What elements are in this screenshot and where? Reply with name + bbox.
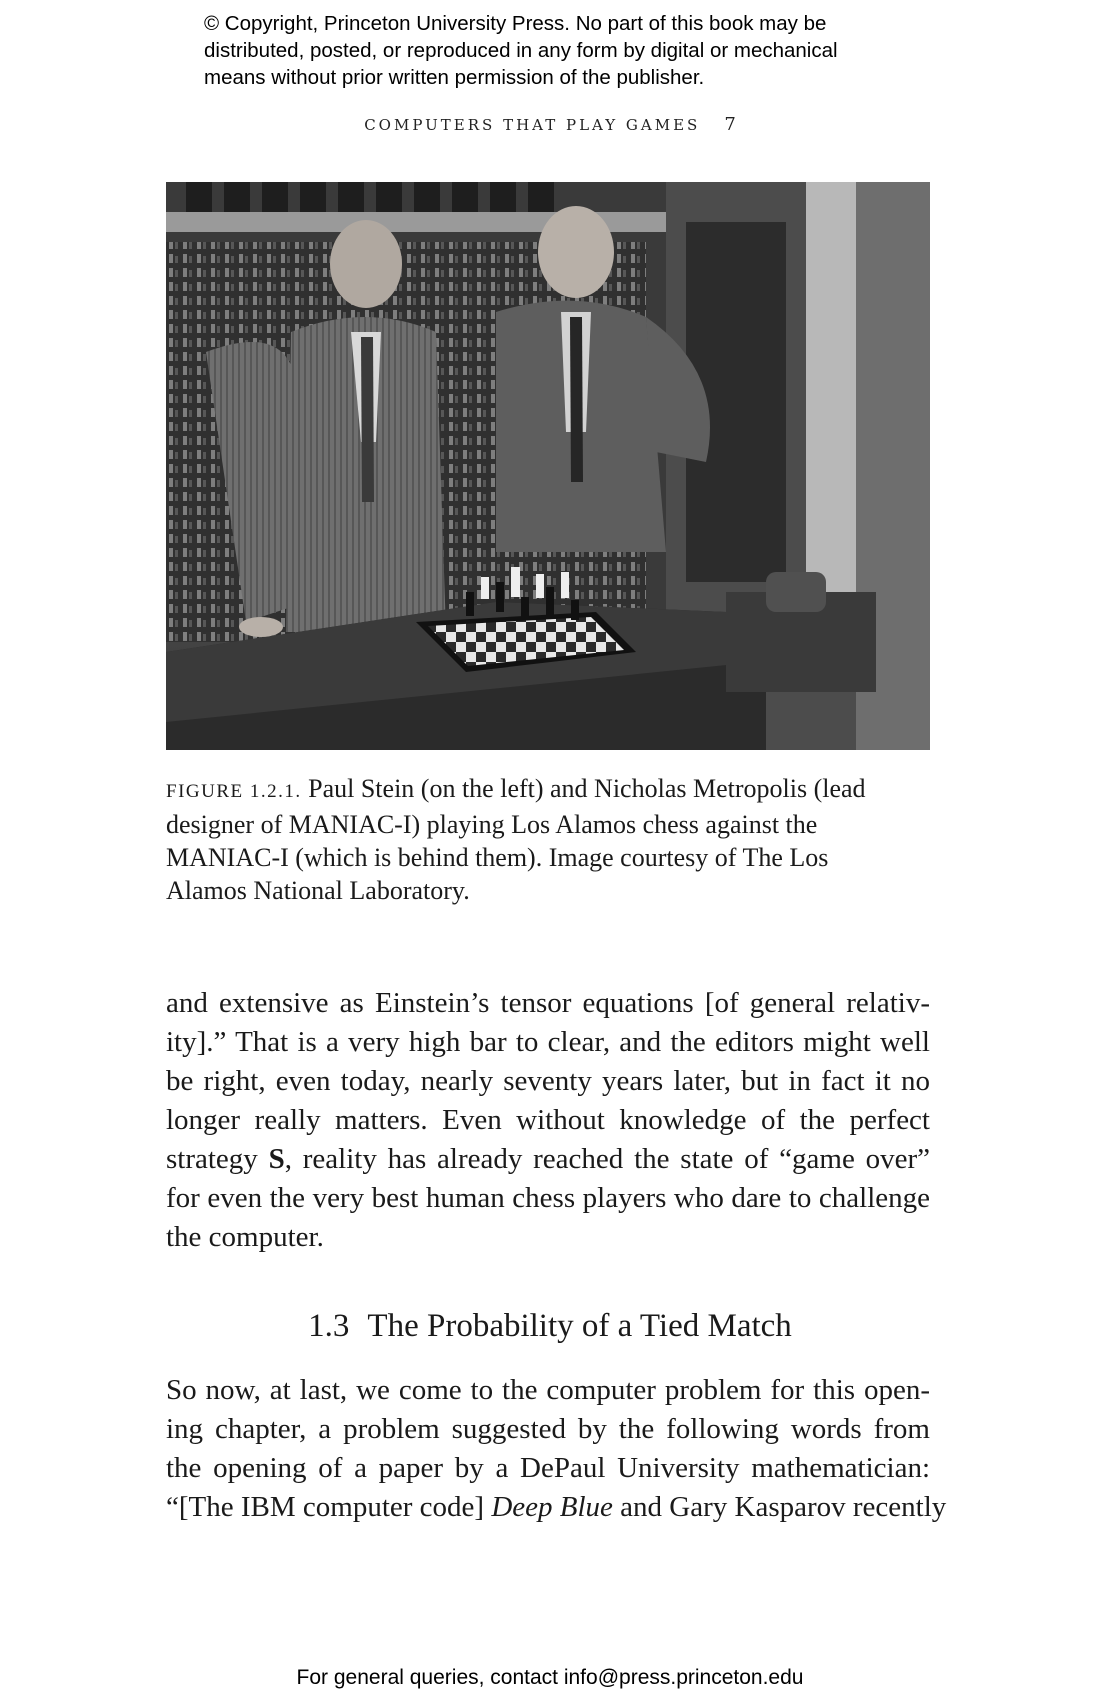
text-line: ity].” That is a very high bar to clear, and the editors might well — [166, 1026, 930, 1058]
page-number: 7 — [724, 114, 736, 135]
text-line — [166, 1488, 947, 1527]
text-line: the computer. — [166, 1221, 324, 1253]
body-paragraph — [166, 984, 930, 1257]
running-head-title: COMPUTERS THAT PLAY GAMES — [364, 116, 701, 134]
copyright-line: © Copyright, Princeton University Press. No part of this book may be — [204, 12, 827, 35]
text-fragment: strategy — [166, 1143, 269, 1175]
text-line: the opening of a paper by a DePaul University mathematician: — [166, 1452, 930, 1484]
figure-label: FIGURE 1.2.1. — [166, 781, 302, 802]
text-fragment: , reality has already reached the state of “game over” — [284, 1143, 930, 1175]
caption-text: Paul Stein (on the left) and Nicholas Metropolis (lead — [301, 774, 866, 803]
caption-text: MANIAC-I (which is behind them). Image courtesy of The Los — [166, 843, 829, 872]
section-title: The Probability of a Tied Match — [367, 1308, 792, 1344]
text-line: and extensive as Einstein’s tensor equations [of general relativ- — [166, 987, 930, 1019]
section-heading — [0, 1308, 1100, 1345]
running-head — [0, 114, 1100, 135]
text-fragment: “[The IBM computer code] — [166, 1491, 492, 1523]
deep-blue-title: Deep Blue — [491, 1491, 613, 1523]
section-number: 1.3 — [308, 1308, 350, 1344]
strategy-symbol: S — [268, 1143, 285, 1175]
text-fragment: and Gary Kasparov recently — [612, 1491, 947, 1523]
copyright-line: distributed, posted, or reproduced in any form by digital or mechanical — [204, 39, 838, 62]
caption-text: designer of MANIAC-I) playing Los Alamos chess against the — [166, 810, 818, 839]
text-line — [166, 1140, 930, 1179]
copyright-notice — [204, 10, 924, 91]
text-line: So now, at last, we come to the computer problem for this open- — [166, 1374, 930, 1406]
figure-photograph — [166, 182, 930, 750]
text-line: for even the very best human chess players who dare to challenge — [166, 1182, 930, 1214]
text-line: ing chapter, a problem suggested by the following words from — [166, 1413, 930, 1445]
text-line: longer really matters. Even without knowledge of the perfect — [166, 1104, 930, 1136]
figure-caption — [166, 772, 936, 907]
copyright-line: means without prior written permission of the publisher. — [204, 66, 705, 89]
text-line: be right, even today, nearly seventy years later, but in fact it no — [166, 1065, 930, 1097]
caption-text: Alamos National Laboratory. — [166, 876, 470, 905]
photo-illustration — [166, 182, 930, 750]
footer-contact: For general queries, contact info@press.princeton.edu — [296, 1666, 804, 1689]
body-paragraph — [166, 1371, 947, 1527]
